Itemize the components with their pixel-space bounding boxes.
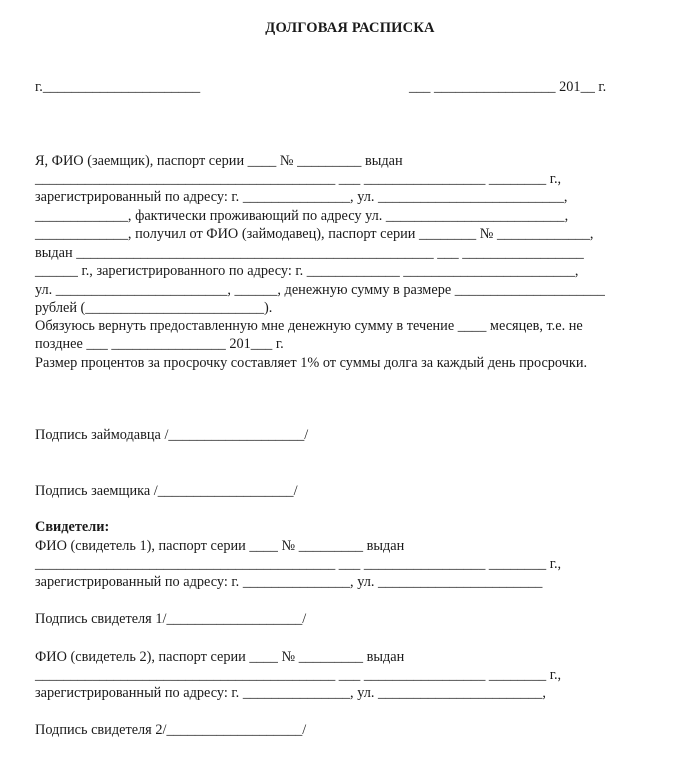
witness1-line-3: зарегистрированный по адресу: г. _______________, ул. _______________________ <box>35 574 543 590</box>
witness2-signature: Подпись свидетеля 2/___________________/ <box>35 722 307 738</box>
body-line-12: Размер процентов за просрочку составляет 1% от суммы долга за каждый день просрочки. <box>35 355 588 371</box>
date-line: ___ _________________ 201__ г. <box>409 79 607 95</box>
body-line-5: _____________, получил от ФИО (займодавец), паспорт серии ________ № _____________, <box>35 226 594 242</box>
witness2-line-3: зарегистрированный по адресу: г. _______________, ул. _______________________, <box>35 685 546 701</box>
lender-signature: Подпись займодавца /___________________/ <box>35 427 309 443</box>
body-line-8: ул. ________________________, ______, денежную сумму в размере _____________________ <box>35 282 605 298</box>
document-title: ДОЛГОВАЯ РАСПИСКА <box>265 20 435 36</box>
body-line-1: Я, ФИО (заемщик), паспорт серии ____ № _________ выдан <box>35 153 403 169</box>
body-line-7: ______ г., зарегистрированного по адресу: г. _____________ ________________________, <box>35 263 579 279</box>
witnesses-heading: Свидетели: <box>35 519 110 535</box>
borrower-signature: Подпись заемщика /___________________/ <box>35 483 298 499</box>
witness1-line-1: ФИО (свидетель 1), паспорт серии ____ № _________ выдан <box>35 538 405 554</box>
witness1-signature: Подпись свидетеля 1/___________________/ <box>35 611 307 627</box>
witness2-line-2: __________________________________________ ___ _________________ ________ г., <box>35 667 562 683</box>
body-line-11: позднее ___ ________________ 201___ г. <box>35 336 284 352</box>
body-line-2: __________________________________________ ___ _________________ ________ г., <box>35 171 562 187</box>
witness1-line-2: __________________________________________ ___ _________________ ________ г., <box>35 556 562 572</box>
body-line-10: Обязуюсь вернуть предоставленную мне денежную сумму в течение ____ месяцев, т.е. не <box>35 318 583 334</box>
body-line-4: _____________, фактически проживающий по адресу ул. _________________________, <box>35 208 569 224</box>
body-line-6: выдан __________________________________________________ ___ _________________ <box>35 245 584 261</box>
body-line-9: рублей (_________________________). <box>35 300 273 316</box>
body-line-3: зарегистрированный по адресу: г. _______________, ул. __________________________, <box>35 189 568 205</box>
witness2-line-1: ФИО (свидетель 2), паспорт серии ____ № _________ выдан <box>35 649 405 665</box>
place-line: г.______________________ <box>35 79 201 95</box>
